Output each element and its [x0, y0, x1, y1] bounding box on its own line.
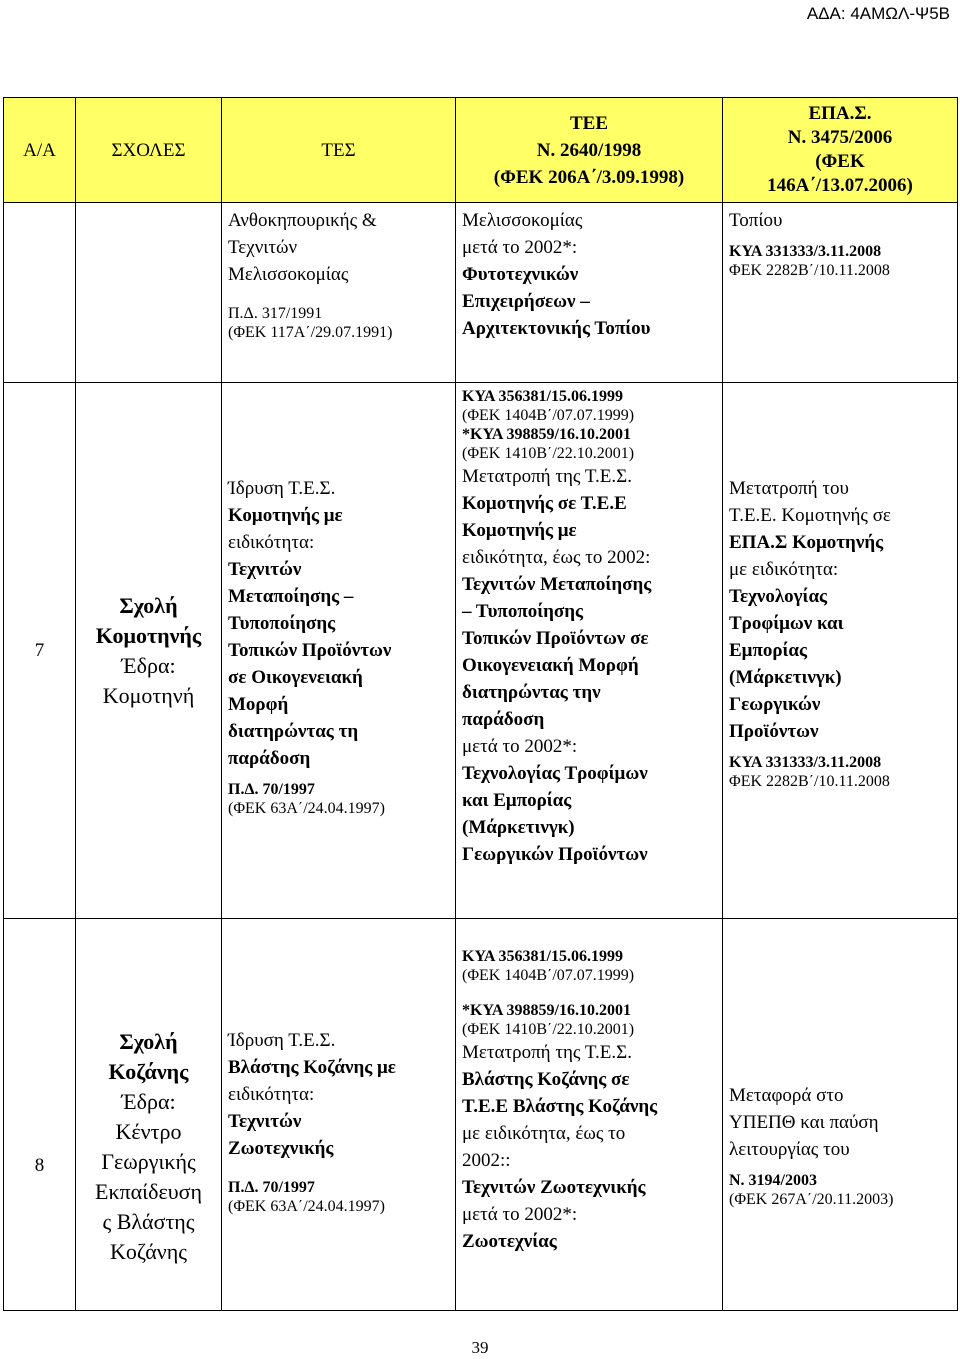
- table-row: [4, 203, 958, 383]
- document-code: ΑΔΑ: 4ΑΜΩΛ-Ψ5Β: [806, 4, 950, 23]
- header-epas: ΕΠΑ.Σ. Ν. 3475/2006 (ΦΕΚ 146Α΄/13.07.2006): [723, 98, 958, 203]
- cell-school: Σχολή Κοζάνης Έδρα: Κέντρο Γεωργικής Εκπαίδευση ς Βλάστης Κοζάνης: [76, 919, 222, 1311]
- schools-table: [3, 97, 958, 1311]
- cell-school: Σχολή Κομοτηνής Έδρα: Κομοτηνή: [76, 383, 222, 919]
- table-row: [4, 383, 958, 919]
- cell-school: [76, 203, 222, 383]
- header-aa: Α/Α: [4, 98, 76, 203]
- cell-epas: Μεταφορά στο ΥΠΕΠΘ και παύση λειτουργίας του Ν. 3194/2003 (ΦΕΚ 267Α΄/20.11.2003): [723, 919, 958, 1311]
- cell-tee: ΚΥΑ 356381/15.06.1999 (ΦΕΚ 1404Β΄/07.07.1999) *ΚΥΑ 398859/16.10.2001 (ΦΕΚ 1410Β΄/22.10.2001) Μετατροπή της Τ.Ε.Σ. Βλάστης Κοζάνης σε Τ.Ε.Ε Βλάστης Κοζάνης με ειδικότητα, έως το 2002:: Τεχνιτών Ζωοτεχνικής μετά το 2002*: Ζωοτεχνίας: [456, 919, 723, 1311]
- page-number: 39: [471, 1338, 489, 1357]
- cell-aa: [4, 203, 76, 383]
- cell-tes: Ανθοκηπουρικής & Τεχνιτών Μελισσοκομίας Π.Δ. 317/1991 (ΦΕΚ 117Α΄/29.07.1991): [222, 203, 456, 383]
- header-tee: ΤΕΕ Ν. 2640/1998 (ΦΕΚ 206Α΄/3.09.1998): [456, 98, 723, 203]
- cell-aa: 8: [4, 919, 76, 1311]
- header-tes: ΤΕΣ: [222, 98, 456, 203]
- table-row: [4, 919, 958, 1311]
- cell-tee: ΚΥΑ 356381/15.06.1999 (ΦΕΚ 1404Β΄/07.07.1999) *ΚΥΑ 398859/16.10.2001 (ΦΕΚ 1410Β΄/22.10.2001) Μετατροπή της Τ.Ε.Σ. Κομοτηνής σε Τ.Ε.Ε Κομοτηνής με ειδικότητα, έως το 2002: Τεχνιτών Μεταποίησης – Τυποποίησης Τοπικών Προϊόντων σε Οικογενειακή Μορφή διατηρώντας την παράδοση μετά το 2002*: Τεχνολογίας Τροφίμων και Εμπορίας (Μάρκετινγκ) Γεωργικών Προϊόντων: [456, 383, 723, 919]
- header-sxoles: ΣΧΟΛΕΣ: [76, 98, 222, 203]
- cell-tes: Ίδρυση Τ.Ε.Σ. Κομοτηνής με ειδικότητα: Τεχνιτών Μεταποίησης – Τυποποίησης Τοπικών Προϊόντων σε Οικογενειακή Μορφή διατηρώντας τη παράδοση Π.Δ. 70/1997 (ΦΕΚ 63Α΄/24.04.1997): [222, 383, 456, 919]
- cell-tee: Μελισσοκομίας μετά το 2002*: Φυτοτεχνικών Επιχειρήσεων – Αρχιτεκτονικής Τοπίου: [456, 203, 723, 383]
- cell-tes: Ίδρυση Τ.Ε.Σ. Βλάστης Κοζάνης με ειδικότητα: Τεχνιτών Ζωοτεχνικής Π.Δ. 70/1997 (ΦΕΚ 63Α΄/24.04.1997): [222, 919, 456, 1311]
- table-header-row: [4, 98, 958, 203]
- cell-epas: Τοπίου ΚΥΑ 331333/3.11.2008 ΦΕΚ 2282Β΄/10.11.2008: [723, 203, 958, 383]
- cell-epas: Μετατροπή του Τ.Ε.Ε. Κομοτηνής σε ΕΠΑ.Σ Κομοτηνής με ειδικότητα: Τεχνολογίας Τροφίμων και Εμπορίας (Μάρκετινγκ) Γεωργικών Προϊόντων ΚΥΑ 331333/3.11.2008 ΦΕΚ 2282Β΄/10.11.2008: [723, 383, 958, 919]
- cell-aa: 7: [4, 383, 76, 919]
